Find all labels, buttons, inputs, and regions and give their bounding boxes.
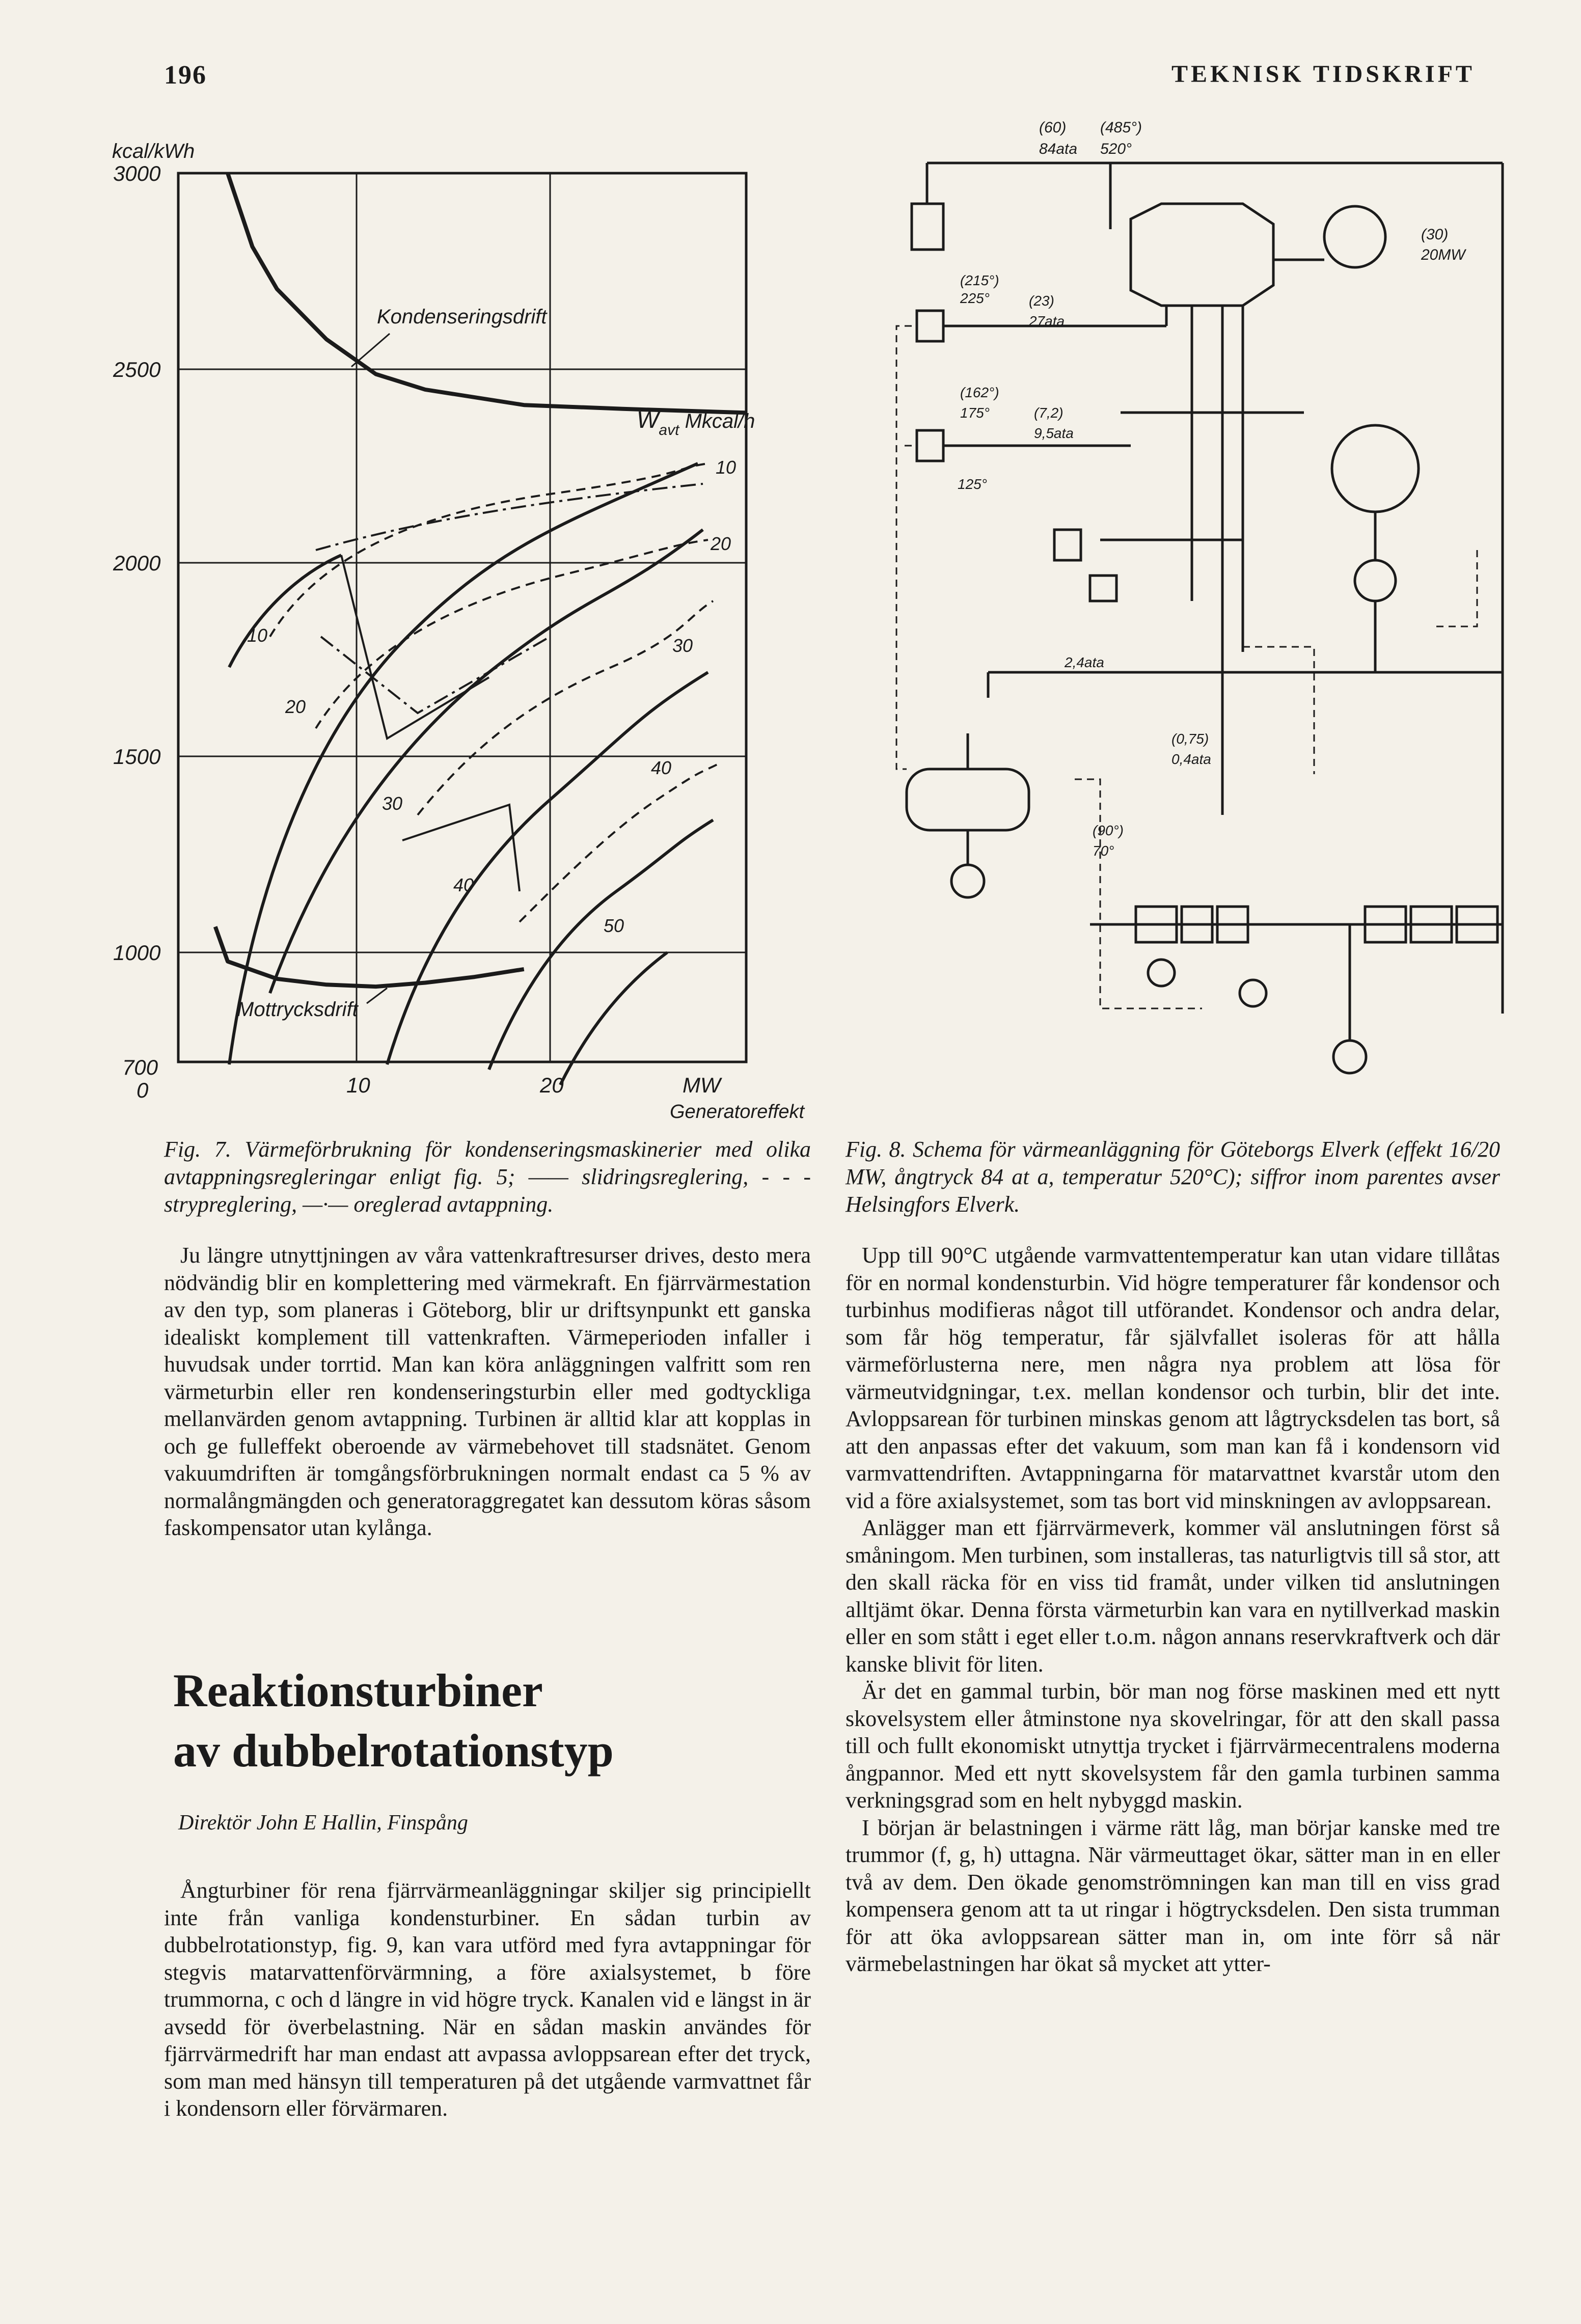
curve-label-20b: 20	[285, 696, 306, 717]
heater-2	[917, 430, 943, 461]
figure-7-chart	[102, 127, 805, 1126]
label-mottryck: Mottrycksdrift	[237, 998, 358, 1021]
curve-label-30b: 30	[382, 793, 403, 814]
article-title-line2: av dubbelrotationstyp	[173, 1725, 614, 1776]
lbl-27ata: 27ata	[1029, 313, 1065, 329]
series-kondenseringsdrift	[228, 173, 746, 413]
article-author: Direktör John E Hallin, Finspång	[178, 1811, 468, 1835]
lbl-175: 175°	[960, 405, 990, 421]
curve-slid-c	[387, 672, 708, 1064]
heater-1	[917, 311, 943, 341]
curve-slid-d	[489, 820, 713, 1070]
series-mottrycksdrift	[215, 927, 524, 987]
curve-stryp-c	[418, 601, 713, 815]
y-tick-700: 700	[122, 1055, 158, 1079]
x-label: Generatoreffekt	[670, 1101, 805, 1123]
y-tick-3000: 3000	[113, 161, 161, 185]
article-paragraph	[164, 1877, 811, 2122]
fig7-svg	[102, 127, 805, 1126]
lbl-215: (215°)	[960, 272, 999, 288]
supply-pump	[1333, 1041, 1366, 1073]
lbl-84ata: 84ata	[1039, 141, 1078, 157]
right-paragraph-4: I början är belastningen i värme rätt låg, man börjar kanske med tre trummor (f, g, h) uttagna. När värmeuttaget ökar, sätter man in en eller två av dem. Den ökade genomströmningen kan man till en viss grad kompensera genom att ta ut ringar i högtrycksdelen. Den sista trumman för att öka avloppsarean sätter man in, om inte förr så när värmebelastningen har ökat så mycket att ytter-	[846, 1815, 1500, 1976]
curve-label-40b: 40	[453, 874, 474, 895]
lbl-9-5ata: 9,5ata	[1034, 425, 1074, 441]
valve-box	[1090, 576, 1116, 601]
article-title-line1: Reaktionsturbiner	[173, 1664, 543, 1716]
condenser-heat-exchanger	[1332, 425, 1419, 512]
lbl-125: 125°	[958, 476, 987, 492]
curve-oreg-a	[316, 484, 703, 550]
lbl-225: 225°	[960, 290, 990, 306]
feed-pump	[951, 865, 984, 897]
lbl-23: (23)	[1029, 293, 1054, 309]
lbl-520: 520°	[1100, 141, 1132, 157]
lbl-30: (30)	[1421, 226, 1449, 243]
turbine-body	[1131, 204, 1273, 306]
fig8-svg	[835, 112, 1497, 1090]
lbl-0-75: (0,75)	[1171, 731, 1209, 747]
x-tick-10: 10	[346, 1073, 370, 1097]
curve-label-50: 50	[604, 915, 624, 936]
drain-pump	[1240, 980, 1266, 1006]
deaerator-heater	[1054, 530, 1081, 560]
y-unit: kcal/kWh	[112, 140, 195, 162]
y-tick-1500: 1500	[113, 745, 161, 769]
figure-8-schematic	[835, 112, 1497, 1090]
curve-label-20a: 20	[711, 533, 731, 554]
generator-circle	[1324, 206, 1385, 267]
curve-label-40a: 40	[651, 757, 672, 778]
dashed-right	[1436, 550, 1477, 626]
label-kondensering: Kondenseringsdrift	[377, 306, 547, 328]
dashed-drain-left	[896, 326, 912, 769]
fig7-caption: Fig. 7. Värmeförbrukning för kondenseringsmaskinerier med olika avtappningsregleringar enligt fig. 5; —— slidringsreglering, - - - strypreglering, —·— oreglerad avtappning.	[164, 1137, 811, 1217]
lbl-7-2: (7,2)	[1034, 405, 1064, 421]
page-number: 196	[164, 61, 207, 90]
fig8-caption: Fig. 8. Schema för värmeanläggning för Göteborgs Elverk (effekt 16/20 MW, ångtryck 84 at a, temperatur 520°C); siffror inom parentes avser Helsingfors Elverk.	[846, 1137, 1500, 1217]
lbl-2-4ata: 2,4ata	[1065, 654, 1104, 670]
x-tick-0: 0	[137, 1078, 149, 1102]
y-tick-2000: 2000	[113, 551, 161, 575]
y-tick-2500: 2500	[113, 358, 161, 381]
condensate-pump	[1148, 960, 1175, 986]
journal-title: TEKNISK TIDSKRIFT	[1171, 61, 1475, 88]
curve-label-10b: 10	[247, 625, 268, 646]
lbl-90: (90°)	[1093, 823, 1124, 838]
curve-slid-f	[229, 555, 341, 667]
lbl-485: (485°)	[1100, 119, 1142, 136]
article-title	[173, 1660, 815, 1781]
lbl-162: (162°)	[960, 385, 999, 400]
curve-label-10a: 10	[716, 457, 737, 478]
x-unit: MW	[683, 1073, 721, 1097]
dashed-drain-bottom	[1075, 779, 1202, 1008]
paragraph: Ju längre utnyttjningen av våra vattenkraftresurser drives, desto mera nödvändig blir en komplettering med värmekraft. En fjärrvärmestation av den typ, som planeras i Göteborg, blir ur driftsynpunkt ett ganska idealiskt komplement till vattenkraften. Värmeperioden infaller i huvudsak under torrtid. Man kan köra anläggningen valfritt som ren värmeturbin eller ren kondenseringsturbin eller med godtyckliga mellanvärden genom avtappning. Turbinen är alltid klar att kopplas in och ge fulleffekt oberoende av värmebehovet till stadsnätet. Genom vakuumdriften är tomgångsförbrukningen normalt endast ca 5 % av normalångmängden och generatoraggregatet kan dessutom köras såsom faskompensator utan kylånga.	[164, 1243, 811, 1540]
label-wavt: $W_{avt}$ Mkcal/h	[637, 406, 755, 439]
curve-slid-e	[560, 952, 667, 1085]
lbl-70: 70°	[1093, 843, 1114, 859]
right-column	[846, 1242, 1500, 1978]
lbl-20mw: 20MW	[1421, 247, 1465, 263]
paragraph: Ångturbiner för rena fjärrvärmeanläggningar skiljer sig principiellt inte från vanliga kondensturbiner. En sådan turbin av dubbelrotationstyp, fig. 9, kan vara utförd med fyra avtappningar för stegvis matarvattenförvärmning, a före axialsystemet, b före trummorna, c och d längre in vid högre tryck. Kanalen vid e längst in är avsedd för överbelastning. När en sådan maskin användes för fjärrvärmedrift har man endast att avpassa avloppsarean efter det tryck, som man med hänsyn till temperaturen på det utgående varmvattnet får i kondensorn eller förvärmaren.	[164, 1878, 811, 2121]
circulation-pump	[1355, 560, 1396, 601]
right-paragraph-1: Upp till 90°C utgående varmvattentemperatur kan utan vidare tillåtas för en normal kondensturbin. Vid högre temperaturer får kondensor och turbinhus modifieras något till utförandet. Kondensor och andra delar, som får hög temperatur, får självfallet isoleras för att hålla värmeförlusterna nere, men några nya problem att lösa för värmeutvidgningar, t.ex. mellan kondensor och turbin, blir det inte. Avloppsarean för turbinen minskas genom att lågtrycksdelen tas bort, så att den anpassas efter det vakuum, som man kan få i kondensorn vid varmvattendriften. Avtappningarna för matarvattnet kvarstår utom den vid a före axialsystemet, som tas bort vid minskningen av avloppsarean.	[846, 1243, 1500, 1513]
right-paragraph-3: Är det en gammal turbin, bör man nog förse maskinen med ett nytt skovelsystem eller åtminstone nya skovelringar, för att den skall passa till och fullt ekonomiskt utnyttja trycket i fjärrvärmecentralens moderna ångpannor. Med ett nytt skovelsystem får den gamla turbinen samma verkningsgrad som en helt nybyggd maskin.	[846, 1679, 1500, 1813]
curve-label-30a: 30	[672, 635, 693, 656]
lbl-0-4ata: 0,4ata	[1171, 751, 1211, 767]
feedwater-tank	[907, 769, 1029, 830]
y-tick-1000: 1000	[113, 941, 161, 965]
left-column-paragraph	[164, 1242, 811, 1542]
lbl-60: (60)	[1039, 119, 1067, 136]
boiler-box	[912, 204, 943, 250]
x-tick-20: 20	[540, 1073, 564, 1097]
right-paragraph-2: Anlägger man ett fjärrvärmeverk, kommer väl anslutningen först så småningom. Men turbinen, som installeras, tas naturligtvis till så stor, att den skall räcka för en viss tid framåt, under vilken tid anslutningen alltjämt ökar. Denna första värmeturbin kan vara en nytillverkad maskin eller en som stått i eget eller t.o.m. någon annans reservkraftverk och där kanske blivit för liten.	[846, 1515, 1500, 1677]
label-mottryck-pointer	[367, 988, 387, 1003]
